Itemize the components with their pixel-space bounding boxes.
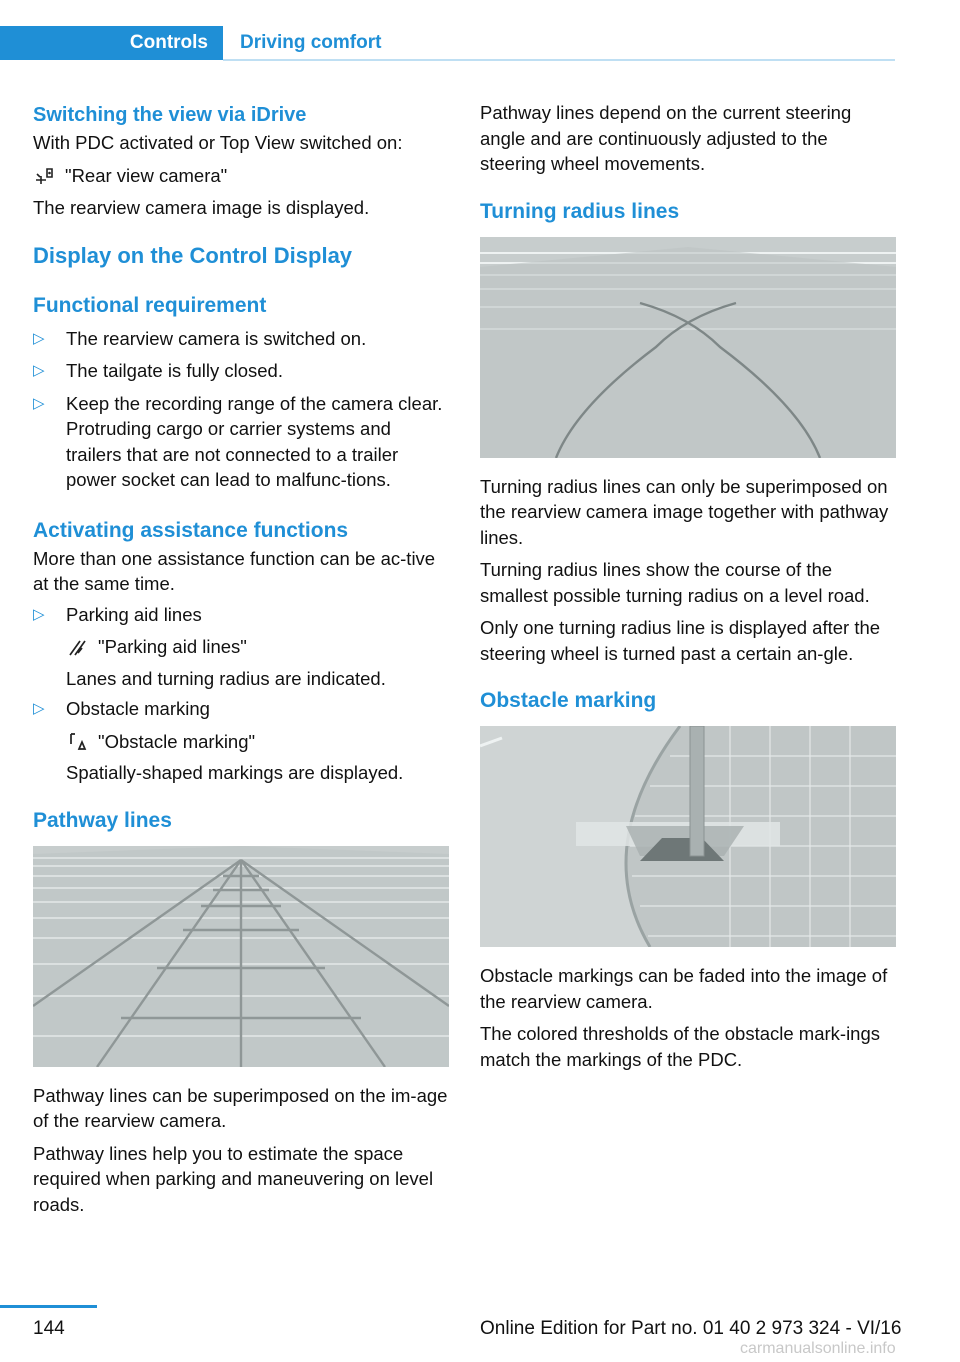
- subheading-assistance: Activating assistance functions: [33, 518, 349, 542]
- pathway-lines-image: [33, 846, 449, 1067]
- left-column: [33, 100, 449, 1217]
- pathway-p3: Pathway lines depend on the current steering angle and are continuously adjusted to the steering wheel movements.: [480, 102, 852, 174]
- tab-controls: Controls: [0, 26, 223, 60]
- section-heading-switching: Switching the view via iDrive: [33, 104, 307, 126]
- bullet-icon: ▷: [33, 362, 45, 379]
- switch-menu-label: "Rear view camera": [65, 164, 228, 186]
- list-item: ▷ The rearview camera is switched on.: [33, 326, 449, 352]
- list-item: ▷ Obstacle marking: [33, 696, 449, 722]
- bullet-icon: ▷: [33, 394, 45, 412]
- tab-driving-comfort: Driving comfort: [240, 32, 382, 53]
- turning-radius-image: [480, 237, 896, 458]
- subheading-functional-requirement: Functional requirement: [33, 293, 267, 317]
- parking-lines-icon: [66, 636, 88, 658]
- rear-camera-icon: [33, 164, 55, 186]
- section-heading-display: Display on the Control Display: [33, 242, 353, 268]
- obstacle-marking-icon: [66, 730, 88, 752]
- obstacle-marking-image: [480, 726, 896, 947]
- switch-intro: With PDC activated or Top View switched on:: [33, 132, 403, 153]
- subheading-pathway-lines: Pathway lines: [33, 808, 172, 832]
- tab-divider: [223, 59, 895, 61]
- turning-p3: Only one turning radius line is displayed after the steering wheel is turned past a certain an‐gle.: [480, 617, 881, 664]
- turning-p2: Turning radius lines show the course of the smallest possible turning radius on a level road.: [480, 559, 870, 606]
- bullet-icon: ▷: [33, 700, 45, 717]
- right-column: [480, 100, 896, 1072]
- obstacle-menu-line: "Obstacle marking": [33, 729, 449, 755]
- parking-lines-menu-line: "Parking aid lines": [33, 634, 449, 660]
- obstacle-desc: Spatially-shaped markings are displayed.: [66, 762, 404, 783]
- parking-lines-desc: Lanes and turning radius are indicated.: [66, 667, 386, 689]
- obstacle-p2: The colored thresholds of the obstacle mark‐ings match the markings of the PDC.: [480, 1023, 881, 1070]
- edition-note: Online Edition for Part no. 01 40 2 973 324 - VI/16: [480, 1318, 902, 1339]
- switch-menu-line: [33, 163, 449, 189]
- page-number: 144: [33, 1318, 65, 1339]
- bullet-icon: ▷: [33, 329, 45, 347]
- list-item: ▷ Keep the recording range of the camera clear. Protruding cargo or carrier systems and trailers that are not connected to a trailer power socket can lead to malfunc‐tions.: [33, 392, 443, 490]
- watermark: carmanualsonline.info: [740, 1340, 896, 1357]
- list-item: ▷ Parking aid lines: [33, 602, 449, 628]
- pathway-p1: Pathway lines can be superimposed on the im‐age of the rearview camera.: [33, 1084, 448, 1131]
- subheading-obstacle-marking: Obstacle marking: [480, 689, 657, 712]
- pathway-p2: Pathway lines help you to estimate the space required when parking and maneuvering on level roads.: [33, 1142, 434, 1215]
- assist-intro: More than one assistance function can be ac‐tive at the same time.: [33, 547, 436, 594]
- bullet-icon: ▷: [33, 605, 45, 623]
- header-tabs: [0, 26, 895, 62]
- footer-divider: [0, 1305, 97, 1308]
- turning-p1: Turning radius lines can only be superimposed on the rearview camera image together with pathway lines.: [480, 475, 889, 548]
- obstacle-p1: Obstacle markings can be faded into the image of the rearview camera.: [480, 965, 888, 1012]
- list-item: ▷ The tailgate is fully closed.: [33, 358, 449, 384]
- subheading-turning-radius: Turning radius lines: [480, 199, 680, 223]
- switch-result: The rearview camera image is displayed.: [33, 197, 370, 218]
